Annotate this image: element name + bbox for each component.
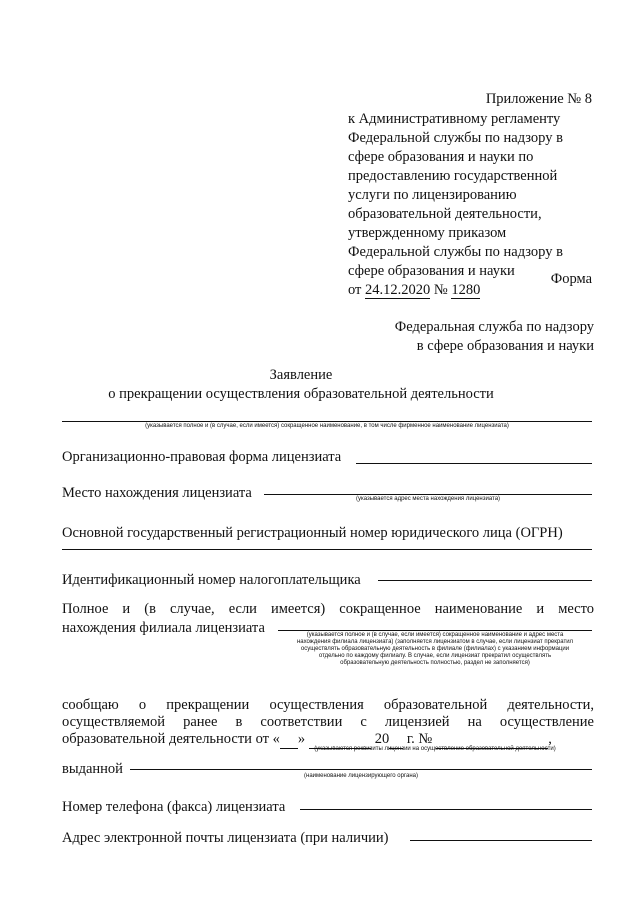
org-form-input[interactable] — [356, 463, 592, 464]
appendix-line: образовательной деятельности, — [348, 206, 542, 222]
licensee-name-caption: (указывается полное и (в случае, если имеется) сокращенное наименование, в том числе фирменное наименование лицензиата) — [145, 423, 509, 429]
licensee-name-line[interactable] — [62, 421, 592, 422]
order-reference: от 24.12.2020 № 1280 — [348, 282, 481, 298]
title-line-1: Заявление — [269, 367, 333, 383]
issued-label: выданной — [62, 761, 123, 777]
appendix-line: Федеральной службы по надзору в — [348, 244, 563, 260]
appendix-line: сфере образования и науки по — [348, 149, 534, 165]
phone-label: Номер телефона (факса) лицензиата — [62, 799, 286, 815]
branch-caption: (указывается полное и (в случае, если имеется) сокращенное наименование и адрес места нахождения филиала лицензиата) (заполняется лицензиатом в случае, если лицензиат прекратил осуществлять образовательную деятельность в филиале (филиалах) с указанием информации отдельно по каждому филиалу. В случае, если лицензиат прекратил осуществлять образовательную деятельность полностью, раздел не заполняется) — [296, 632, 574, 666]
inn-input[interactable] — [378, 580, 592, 581]
appendix-line: предоставлению государственной — [348, 168, 558, 184]
ogrn-label: Основной государственный регистрационный номер юридического лица (ОГРН) — [62, 525, 563, 541]
ogrn-input[interactable] — [62, 549, 592, 550]
inn-label: Идентификационный номер налогоплательщика — [62, 572, 361, 588]
appendix-line: Федеральной службы по надзору в — [348, 130, 563, 146]
appendix-line: услуги по лицензированию — [348, 187, 517, 203]
email-label: Адрес электронной почты лицензиата (при наличии) — [62, 830, 389, 846]
branch-label-line-2: нахождения филиала лицензиата — [62, 620, 265, 636]
title-line-2: о прекращении осуществления образовательной деятельности — [108, 386, 494, 402]
appendix-line: сфере образования и науки — [348, 263, 515, 279]
appendix-line: утвержденному приказом — [348, 225, 507, 241]
document-title — [60, 366, 600, 404]
appendix-title: Приложение № 8 — [485, 91, 592, 107]
email-input[interactable] — [410, 840, 592, 841]
addressee — [340, 318, 594, 356]
location-caption: (указывается адрес места нахождения лицензиата) — [355, 496, 501, 502]
order-date: 24.12.2020 — [365, 282, 431, 298]
licensing-body-caption: (наименование лицензирующего органа) — [304, 773, 418, 779]
notice-line-2: осуществляемой ранее в соответствии с лицензией на осуществление — [62, 714, 594, 730]
addressee-line: Федеральная служба по надзору — [394, 319, 594, 335]
licensing-body-input[interactable] — [130, 769, 592, 770]
addressee-line: в сфере образования и науки — [416, 338, 594, 354]
phone-input[interactable] — [300, 809, 592, 810]
branch-input[interactable] — [278, 630, 592, 631]
branch-label-line-1: Полное и (в случае, если имеется) сокращенное наименование и место — [62, 601, 594, 617]
appendix-line: к Административному регламенту — [348, 111, 561, 127]
order-number: 1280 — [451, 282, 481, 298]
license-details-caption: (указываются реквизиты лицензии на осуществление образовательной деятельности) — [314, 746, 556, 752]
form-label: Форма — [550, 271, 592, 287]
notice-line-1: сообщаю о прекращении осуществления образовательной деятельности, — [62, 697, 594, 713]
notice-line-3: образовательной деятельности от « » 20 г. № , — [62, 731, 552, 747]
location-label: Место нахождения лицензиата — [62, 485, 252, 501]
location-input[interactable] — [264, 494, 592, 495]
org-form-label: Организационно-правовая форма лицензиата — [62, 449, 342, 465]
